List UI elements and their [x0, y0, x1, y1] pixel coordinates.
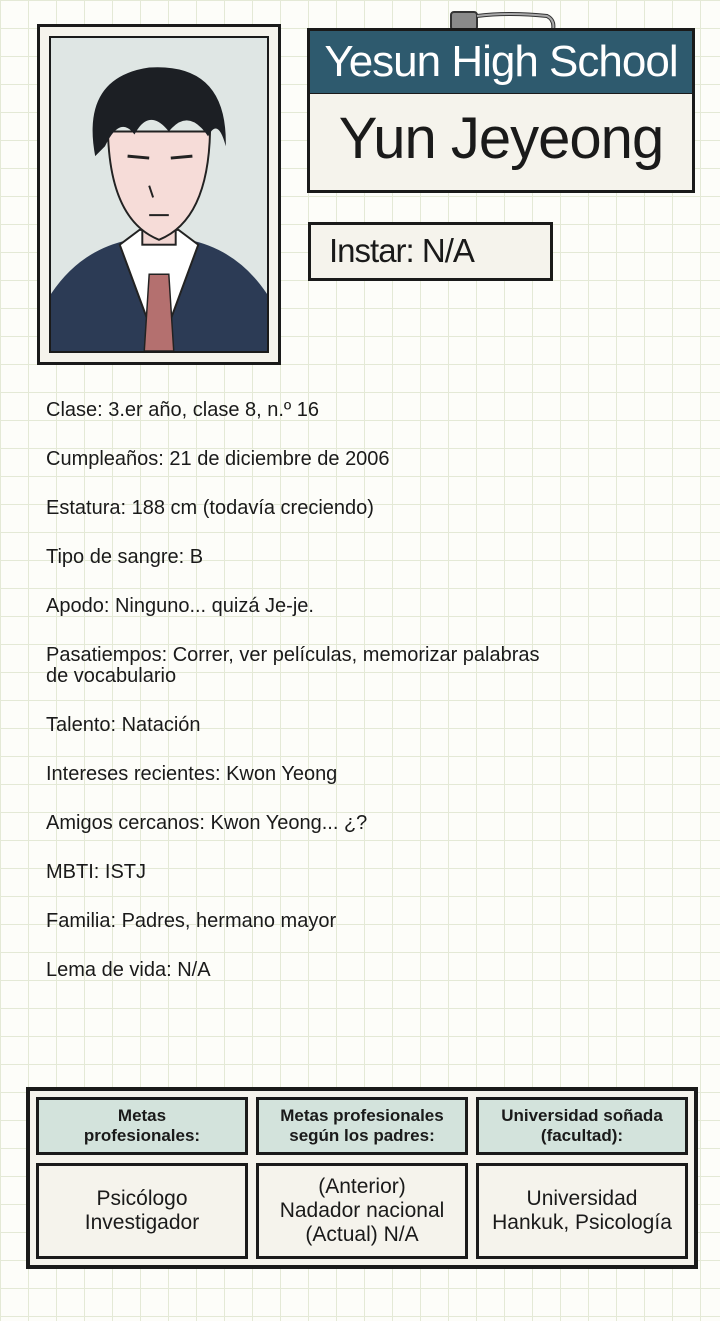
value-dream-university: Universidad Hankuk, Psicología: [476, 1163, 688, 1259]
goals-table: [26, 1087, 698, 1269]
info-nickname: Apodo: Ninguno... quizá Je-je.: [46, 595, 314, 617]
info-height: Estatura: 188 cm (todavía creciendo): [46, 497, 374, 519]
info-friends: Amigos cercanos: Kwon Yeong... ¿?: [46, 812, 368, 834]
value-parents-goals: (Anterior) Nadador nacional (Actual) N/A: [256, 1163, 468, 1259]
info-blood-type: Tipo de sangre: B: [46, 546, 204, 568]
info-family: Familia: Padres, hermano mayor: [46, 910, 337, 932]
info-talent: Talento: Natación: [46, 714, 201, 736]
info-mbti: MBTI: ISTJ: [46, 861, 146, 883]
student-name: Yun Jeyeong: [307, 94, 695, 193]
profile-info-list: [46, 400, 686, 1009]
info-interests: Intereses recientes: Kwon Yeong: [46, 763, 338, 785]
header-dream-university: Universidad soñada (facultad):: [476, 1097, 688, 1155]
info-birthday: Cumpleaños: 21 de diciembre de 2006: [46, 448, 390, 470]
header-career-goals: Metas profesionales:: [36, 1097, 248, 1155]
info-hobbies: Pasatiempos: Correr, ver películas, memorizar palabras de vocabulario: [46, 644, 540, 687]
school-banner: Yesun High School: [307, 28, 695, 96]
info-motto: Lema de vida: N/A: [46, 959, 211, 981]
value-career-goals: Psicólogo Investigador: [36, 1163, 248, 1259]
badge-clip-icon: [449, 8, 557, 30]
profile-photo: [37, 24, 281, 365]
instar-handle: Instar: N/A: [308, 222, 553, 281]
info-class: Clase: 3.er año, clase 8, n.º 16: [46, 399, 320, 421]
header-parents-goals: Metas profesionales según los padres:: [256, 1097, 468, 1155]
portrait-illustration: [49, 36, 269, 353]
